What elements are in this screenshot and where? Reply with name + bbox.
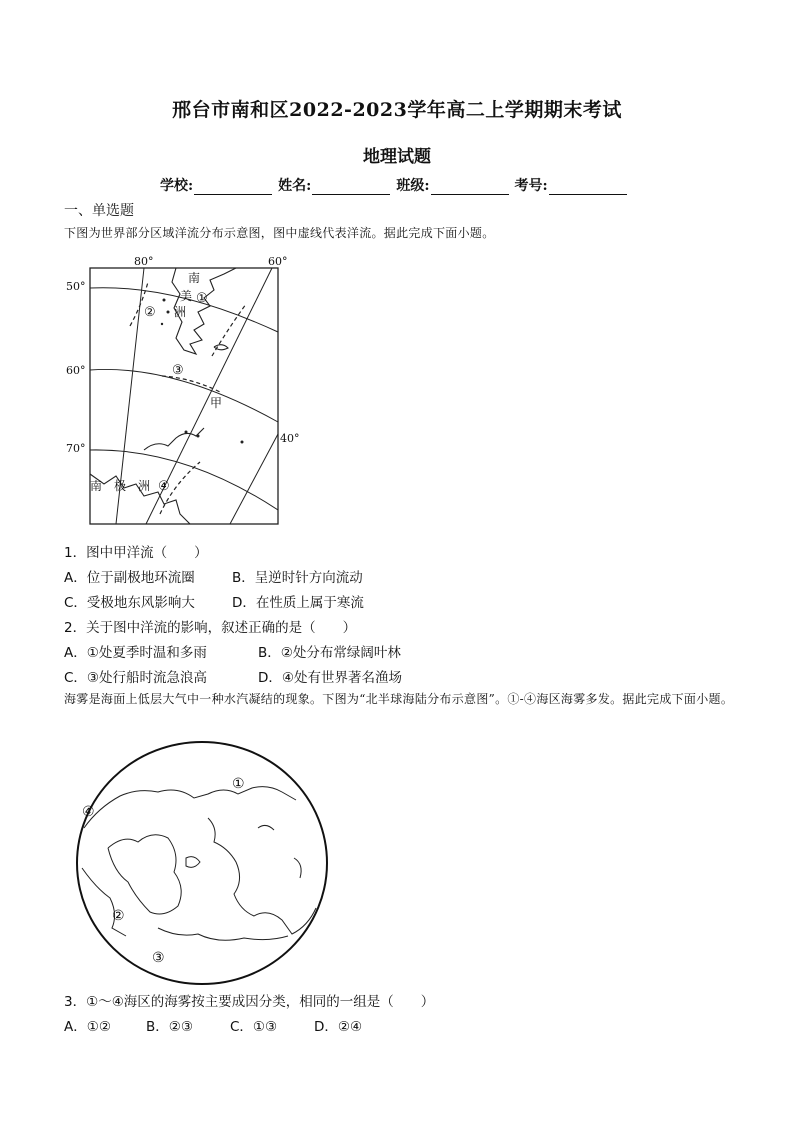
section-heading: 一、单选题 bbox=[64, 203, 134, 219]
parallel-60 bbox=[90, 369, 278, 422]
lat-50-label: 50° bbox=[66, 280, 86, 293]
q2-option-c[interactable]: C．③处行船时流急浪高 bbox=[64, 670, 208, 686]
group2-intro: 海雾是海面上低层大气中一种水汽凝结的现象。下图为“北半球海陆分布示意图”。①-④海区海雾多发。据此完成下面小题。 bbox=[64, 692, 734, 706]
exam-title: 邢台市南和区2022-2023学年高二上学期期末考试 bbox=[172, 99, 622, 121]
name-label: 姓名: bbox=[278, 178, 312, 194]
marker-1: ① bbox=[196, 291, 208, 306]
antarctica-label-3: 洲 bbox=[138, 479, 151, 493]
marker-4: ④ bbox=[158, 479, 170, 494]
q2-option-d[interactable]: D．④处有世界著名渔场 bbox=[258, 670, 402, 686]
group1-intro: 下图为世界部分区域洋流分布示意图，图中虚线代表洋流。据此完成下面小题。 bbox=[64, 226, 495, 240]
name-blank[interactable] bbox=[312, 180, 390, 195]
lon-60-label: 60° bbox=[268, 255, 288, 268]
northern-hemisphere-map bbox=[68, 738, 336, 988]
fog-area-4-marker: ④ bbox=[82, 804, 95, 820]
q1-option-d[interactable]: D．在性质上属于寒流 bbox=[232, 595, 364, 611]
q3-option-d[interactable]: D．②④ bbox=[314, 1019, 363, 1035]
question-3-stem: 3．①～④海区的海雾按主要成因分类，相同的一组是（ ） bbox=[64, 994, 435, 1010]
q2-option-b[interactable]: B．②处分布常绿阔叶林 bbox=[258, 645, 401, 661]
fog-area-2-marker: ② bbox=[112, 908, 125, 924]
q3-option-b[interactable]: B．②③ bbox=[146, 1019, 193, 1035]
fog-area-1-marker: ① bbox=[232, 776, 245, 792]
name-field[interactable] bbox=[278, 175, 394, 195]
lon-40-label: 40° bbox=[280, 432, 300, 445]
q3-option-a[interactable]: A．①② bbox=[64, 1019, 111, 1035]
exam-number-blank[interactable] bbox=[549, 180, 627, 195]
south-america-label-1: 南 bbox=[188, 271, 201, 285]
question-1-stem: 1．图中甲洋流（ ） bbox=[64, 545, 208, 561]
school-label: 学校: bbox=[160, 178, 194, 194]
school-field[interactable] bbox=[160, 175, 276, 195]
lat-70-label: 70° bbox=[66, 442, 86, 455]
question-2-stem: 2．关于图中洋流的影响，叙述正确的是（ ） bbox=[64, 620, 357, 636]
antarctic-peninsula bbox=[144, 428, 204, 450]
class-field[interactable] bbox=[396, 175, 512, 195]
q3-option-c[interactable]: C．①③ bbox=[230, 1019, 278, 1035]
antarctica-label-1: 南 bbox=[90, 479, 103, 493]
school-blank[interactable] bbox=[194, 180, 272, 195]
antarctica-label-2: 极 bbox=[114, 479, 127, 493]
q1-option-a[interactable]: A．位于副极地环流圈 bbox=[64, 570, 195, 586]
q2-option-a[interactable]: A．①处夏季时温和多雨 bbox=[64, 645, 207, 661]
class-label: 班级: bbox=[396, 178, 430, 194]
exam-subtitle: 地理试题 bbox=[363, 147, 431, 167]
q1-option-b[interactable]: B．呈逆时针方向流动 bbox=[232, 570, 363, 586]
ocean-current-map bbox=[64, 252, 304, 532]
fog-area-3-marker: ③ bbox=[152, 950, 165, 966]
student-info-fields bbox=[160, 175, 633, 195]
hemisphere-outline bbox=[77, 742, 327, 984]
south-coast bbox=[158, 928, 288, 940]
current-jia-label: 甲 bbox=[210, 396, 223, 410]
north-america-coast bbox=[82, 868, 126, 936]
marker-2: ② bbox=[144, 305, 156, 320]
eurasia-coast bbox=[208, 818, 316, 934]
exam-number-label: 考号: bbox=[514, 178, 548, 194]
lat-60-label: 60° bbox=[66, 364, 86, 377]
q1-option-c[interactable]: C．受极地东风影响大 bbox=[64, 595, 195, 611]
south-america-label-3: 洲 bbox=[174, 305, 187, 319]
exam-number-field[interactable] bbox=[515, 175, 631, 195]
meridian-40 bbox=[230, 434, 278, 524]
lon-80-label: 80° bbox=[134, 255, 154, 268]
south-america-label-2: 美 bbox=[180, 289, 193, 303]
north-coast bbox=[84, 787, 296, 828]
greenland bbox=[108, 835, 181, 914]
class-blank[interactable] bbox=[431, 180, 509, 195]
marker-3: ③ bbox=[172, 363, 184, 378]
